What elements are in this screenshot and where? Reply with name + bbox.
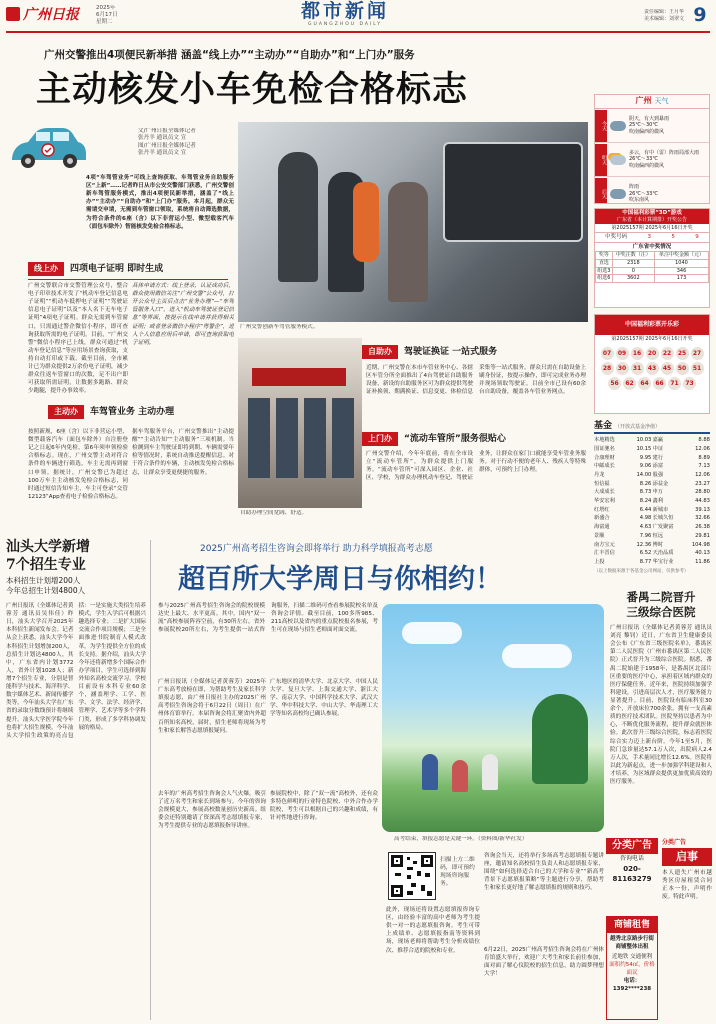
fund-value: 8.24	[639, 498, 652, 505]
lottery-ball: 27	[691, 347, 704, 360]
date-year: 2025年	[96, 5, 116, 11]
fund-name: 丹龙	[594, 471, 605, 478]
fund-name: 长城久恒	[652, 515, 674, 522]
logo-seal-icon	[6, 7, 20, 21]
lottery-ball: 64	[638, 377, 651, 390]
panyu-headline-2: 三级综合医院	[626, 605, 696, 619]
lottery-ball: 71	[668, 377, 681, 390]
weather-day	[595, 177, 709, 204]
lottery-ball: 30	[616, 362, 629, 375]
active-body: 按照新规，6座（含）以下非营运小型、微型载客汽车（面包车除外）自注册登记之日起6年内免检，第6年须申领检验合格标志。现在，广州交警主动对符合条件的车辆进行筛选，车主无需再到窗口申领。据统计，广州交警已为超过100万车主主动核发免检合格标志，同时通过短信告知车主，车主可登录“交管12123”App查看电子检验合格标志。	[28, 429, 128, 500]
table-row	[594, 549, 710, 558]
fund-subtitle: （开放式基金净值）	[615, 424, 661, 430]
rental-phone: 电话：1392****238	[612, 978, 652, 992]
byline-line: 张丹羊 通讯员文 宣	[138, 150, 187, 157]
fund-title: 基金	[594, 421, 613, 431]
fund-name: 合康理财	[594, 454, 615, 461]
table-cell: 组选6	[597, 275, 611, 282]
fund-name: 股强	[652, 471, 664, 478]
lottery-ball: 45	[661, 362, 674, 375]
lottery-ball: 73	[683, 377, 696, 390]
table-row	[594, 445, 710, 454]
active-body-2: 据车驾服务平台，广州交警推出“主动提醒”“主动告知”“主动服务”三项机制。当检测到车主驾驶证即将到期、车辆需要年检等情况时，系统自动推送提醒信息。对于符合条件的车辆，主动核发免检合格标志，让群众享受更便捷的服务。	[132, 429, 234, 476]
weather-desc: 阵雨	[629, 184, 640, 191]
fund-value: 6.52	[639, 550, 652, 557]
rental-title: 商铺租售	[607, 917, 657, 933]
lead-photo-caption: 广州交警创新车驾管服务模式。	[240, 324, 319, 330]
fund-name: 博时	[652, 541, 664, 548]
fund-name: 嘉赢	[652, 437, 664, 444]
fund-name: 红塔红	[594, 506, 610, 513]
fund-value: 8.89	[698, 454, 710, 461]
fund-value: 7.96	[639, 532, 652, 539]
cloud-sun-icon	[610, 155, 626, 165]
qr-code-icon	[389, 853, 435, 899]
fund-value: 40.13	[695, 550, 710, 557]
editor-credits	[614, 9, 684, 27]
table-row	[594, 532, 710, 541]
table-cell: 组选3	[597, 267, 611, 274]
gaokao-body-6: 此外，现场还将设置志愿填报咨询专区，由经验丰富的高中老师为考生提供一对一的志愿填报咨询。考生可带上成绩单、志愿填报指南等资料到场，现场老师将帮助考生分析成绩位次、推荐合适的院校和专业。	[386, 907, 480, 954]
fund-value: 26.38	[695, 524, 710, 531]
fund-value: 29.81	[695, 532, 710, 539]
lead-intro: 4项“车驾管业务”可线上查询获取、车驾管业务自助服务区“上新”……记者昨日从市公安交警部门获悉，广州交警创新车驾管服务模式，推出4项便民新举措，涵盖了“线上办”“主动办”“自助办”和“上门办”服务。本月起，群众无需请交申请，无需到车管窗口领取，系统将自动筛选数据，为符合条件的6座（含）以下非营运小型、微型载客汽车（面包车除外）智能核发免检合格标志。	[86, 175, 234, 230]
table-row	[594, 514, 710, 523]
shantou-headline-2: 7个招生专业	[6, 557, 86, 573]
lottery-ball: 07	[601, 347, 614, 360]
fund-value: 10.03	[636, 437, 652, 444]
table-row	[594, 436, 710, 445]
lottery-ball: 09	[616, 347, 629, 360]
section-pinyin: GUANGZHOU DAILY	[308, 22, 382, 27]
weather-city: 广州	[635, 96, 652, 106]
fund-value: 9.06	[639, 463, 652, 470]
gaokao-body-3: 去年的广州高考招生咨询会人气火爆，吸引了近万名考生和家长到场参与。今年的咨询会规模更大，参展高校数量创历史新高。组委会还特别邀请了资深高考志愿填报专家，为考生提供专业的志愿填报指导讲座。	[158, 791, 266, 830]
fund-name: 国证驰名	[594, 445, 615, 452]
fund-value: 12.06	[695, 445, 710, 452]
table-cell: 2318	[612, 259, 654, 267]
weather-temp: 26℃～33℃	[629, 156, 658, 163]
fund-name: 建行	[652, 454, 664, 461]
fund-name: 海富通	[594, 524, 610, 531]
section-title: 都市新闻	[300, 0, 389, 22]
lottery-kl-issue: 第2025157期 2025年6月16日开奖	[611, 336, 693, 342]
gaokao-illustration-caption: 高考结束，填报志愿是关键一环。（资料图/新华社发）	[394, 836, 528, 842]
weather-temp: 25℃～30℃	[629, 122, 658, 129]
car-illustration	[6, 120, 90, 176]
fund-name: 天治品质	[652, 550, 674, 557]
fund-panel	[594, 420, 710, 580]
lead-byline	[138, 128, 228, 166]
fund-table	[594, 434, 710, 567]
lottery-3d-panel	[594, 208, 710, 308]
lottery-ball: 16	[631, 347, 644, 360]
table-row	[594, 523, 710, 532]
car-icon	[6, 120, 90, 176]
shantou-subhead: 今年总招生计划4800人	[6, 586, 86, 595]
table-row	[594, 471, 710, 480]
fund-name: 中邮成长	[594, 463, 615, 470]
divider	[28, 279, 228, 280]
table-row	[594, 488, 710, 497]
fund-value: 28.80	[695, 489, 710, 496]
date-month-day: 6月17日	[96, 12, 118, 18]
winning-digit: 5	[671, 234, 675, 240]
table-row	[594, 506, 710, 515]
weather-header	[595, 95, 709, 109]
section-tag: 线上办	[28, 262, 64, 276]
lottery-ball: 66	[653, 377, 666, 390]
header-rule	[6, 31, 710, 33]
byline-line: 张丹羊 通讯员文 宣	[138, 135, 187, 142]
winning-digit: 3	[647, 234, 652, 240]
weather-desc: 阴天，有大到暴雨	[629, 115, 670, 122]
online-body-2: 具体申请方式：线上登录，认证成功后，群众使用微信关注“广州交警”公众号，打开公众号主页后点击“业务办理”—“车驾管服务入口”，进入“机动车驾驶证登记信息”等界面，按提示在线申请并获得相关证明；或者登录微信小程序“粤警企”，进入个人信息应用后申请，即可查询获取电子证明。	[132, 283, 234, 346]
table-header: 单注中奖金额（元）	[654, 252, 708, 260]
fund-value: 11.86	[695, 558, 710, 565]
qr-caption: 扫描上方二维码，即可预约现场咨询服务。	[440, 857, 475, 887]
gaokao-body-1: 参与2025广州高考招生咨询会的院校规模达史上最大、水平更高。其中，国内“双一流”高校参展阵容空前，有30所左右，省外参展院校20所左右，为考生提供一站式咨询服务，扫描二维码可查看参展院校名单及咨询会详情。截至目前，100多所985、211高校以及省内的重点院校报名参展，考生可在现场与招生老师面对面交流。	[158, 603, 378, 634]
section-title: 驾驶证换证 一站式服务	[404, 346, 498, 357]
fund-value: 4.63	[639, 524, 652, 531]
weather-panel	[594, 94, 710, 204]
fund-name: 恒信福	[594, 480, 610, 487]
section-banner	[270, 0, 420, 30]
rain-icon	[610, 189, 626, 199]
section-tag: 自助办	[362, 345, 398, 359]
classified-phone: 020-81163279	[612, 865, 652, 883]
classified-subtitle: 咨询电话	[619, 855, 644, 862]
editor-line: 责任编辑：王月华	[643, 9, 684, 15]
fund-value: 104.98	[691, 541, 710, 548]
lottery-3d-issue: 第2025157期 2025年6月16日开奖	[611, 225, 693, 231]
lottery-kl-panel	[594, 314, 710, 414]
fund-value: 8.88	[698, 437, 710, 444]
table-row	[594, 558, 710, 567]
table-cell: 173	[654, 275, 708, 283]
table-row	[594, 497, 710, 506]
winning-digit: 9	[695, 234, 699, 240]
gaokao-body-2: 广州日报讯（全媒体记者黄蓉芳）2025年广东高考放榜在即，为帮助考生及家长科学填报志愿，由广州日报社主办的2025广州高考招生咨询会将于6月22日（周日）在广州体育馆举行。本届咨询会将汇聚省内外超百所知名高校，届时，招生老师将现场为考生和家长解答志愿填报疑问。	[158, 679, 266, 734]
fund-name: 新城市	[652, 506, 669, 513]
notice-body: 本人遗失广州市越秀区房屋租赁合同正本一份，声明作废。特此声明。	[662, 870, 712, 901]
fund-name: 广发聚富	[652, 524, 674, 531]
section-tag: 主动办	[48, 405, 84, 419]
fund-name: 恒远	[652, 532, 664, 539]
door-body: 广州交警介绍，今年年底前，将在全市设立“流动车管所”，为群众提供上门服务。“流动车管所”可深入园区、企业、社区、学校，为群众办理机动车登记、驾驶证业务，让群众在家门口就能享受车管业务服务。对于行动不便的老年人、残疾人等特殊群体，可预约上门办理。	[366, 451, 586, 482]
lottery-ball: 31	[631, 362, 644, 375]
panyu-body: 广州日报讯（全媒体记者黄蓉芳 通讯员刘亮 黎钊）近日，广东省卫生健康委员会公布《广东省三级医院名单》，番禺区第二人民医院（广州市番禺区第二人民医院）正式晋升为三级综合医院。据悉，番禺二院始建于1958年，是番禺区北部片区重要的医疗中心，承担着区域内群众的医疗保健任务。近年来，医院持续加强学科建设，引进高层次人才，医疗服务能力显著提升。目前，医院设有临床科室30余个，开放床位700余张，拥有一支高素质的医疗技术团队。医院坚持以患者为中心，不断优化服务流程，提升群众就医体验。此次晋升三级综合医院，标志着医院综合实力迈上新台阶。今年1至5月，医院门急诊量达57.1万人次，出院病人2.4万人次，手术量同比增长12.6%。医院将以此为新起点，进一步加强学科建设和人才培养，为区域群众提供更加优质高效的医疗服务。	[610, 625, 712, 786]
weather-wind: 吹东南风	[629, 197, 650, 204]
section-title: 车驾管业务 主动办理	[90, 406, 175, 417]
fund-name: 汇丰晋信	[594, 550, 615, 557]
fund-note: （以上数据来源于各基金公司网站，仅供参考）	[594, 568, 689, 574]
fund-value: 8.26	[639, 480, 652, 487]
byline-line: 文/广州日报全媒体记者	[138, 128, 196, 134]
page-header	[0, 0, 716, 30]
table-row	[594, 462, 710, 471]
fund-value: 44.83	[695, 498, 710, 505]
fund-name: 中证	[652, 445, 664, 452]
gaokao-body-8: 6月22日，2025广州高考招生咨询会将在广州体育馆盛大举行，欢迎广大考生和家长前往参加，面对面了解心仪院校的招生信息，助力圆梦理想大学！	[484, 947, 604, 978]
classified-ad	[606, 838, 658, 914]
issue-date	[96, 5, 136, 27]
panyu-headline-1: 番禺二院晋升	[626, 590, 696, 604]
fund-value: 4.98	[639, 515, 652, 522]
self-body: 近期，广州交警在本市车管业务中心、各辖区车管分所全面推出了4台驾驶证自助服务设备，新设的自助服务区可为群众提供驾驶证补换领、期满换证、信息变更、体检信息采集等一站式服务。群众只需在自助设备上刷身份证，按提示操作，即可完成业务办理并现场领取驾驶证。目前全市已设有60余台自助设备，覆盖各车管业务网点。	[366, 365, 586, 396]
fund-value: 8.73	[639, 489, 652, 496]
table-cell: 3602	[612, 275, 654, 283]
masthead-logo	[6, 4, 88, 26]
byline-line: 图/广州日报全媒体记者	[138, 142, 196, 149]
lottery-ball: 43	[646, 362, 659, 375]
table-row	[596, 275, 709, 283]
page-number: 9	[693, 4, 707, 26]
self-service-photo	[238, 338, 362, 508]
lottery-ball: 25	[676, 347, 689, 360]
fund-value: 39.13	[695, 506, 710, 513]
rental-body: 越秀北京路步行街商铺整体出租	[609, 936, 654, 950]
section-active	[48, 405, 174, 419]
weather-temp: 26℃～33℃	[629, 190, 658, 197]
fund-name: 本地精选	[594, 437, 615, 444]
designer-line: 美术编辑：刘翠文	[643, 16, 684, 22]
fund-name: 添益金	[652, 480, 669, 487]
lottery-3d-numbers	[595, 232, 709, 243]
fund-value: 12.06	[695, 471, 710, 478]
shantou-subhead: 本科招生计划增200人	[6, 576, 81, 585]
lottery-ball: 22	[661, 347, 674, 360]
table-row	[594, 454, 710, 463]
weather-day	[595, 109, 709, 143]
fund-value: 32.66	[695, 515, 710, 522]
gaokao-body-7: 咨询会当天，还将举行多场高考志愿填报专题讲座，邀请知名高校招生负责人和志愿填报专家，围绕“如何选择适合自己的大学和专业”“新高考背景下志愿填报策略”等主题进行分享，帮助考生和家长更好地了解志愿填报的规则和技巧。	[484, 853, 604, 892]
weekday: 星期二	[96, 19, 113, 25]
gaokao-headline: 超百所大学周日与你相约！	[178, 564, 502, 595]
table-cell: 直选	[596, 259, 613, 267]
fund-name: 华宝行业	[652, 558, 674, 565]
table-cell: 1040	[654, 259, 708, 267]
lottery-3d-table-title: 广东省中奖情况	[632, 244, 672, 250]
fund-value: 10.15	[636, 445, 652, 452]
lottery-kl-numbers	[595, 344, 709, 393]
lottery-3d-title: 中国福利彩票“3D”游戏	[595, 209, 709, 217]
lottery-3d-subtitle: 广东省（本计算期排）开奖公告	[595, 217, 709, 224]
fund-name: 申万	[652, 489, 664, 496]
classified-title: 分类广告	[606, 838, 658, 854]
notice-ad	[662, 838, 712, 1020]
shantou-body: 广州日报讯（全媒体记者黄蓉芳 通讯员吴伟佳）昨日，汕头大学召开2025年本科招生新闻发布会。记者从会上获悉，汕头大学今年本科招生计划增加200人，总招生计划达4800人，其中，广东省内计划3772人，省外计划1028人；新增7个招生专业，分别是智能科学与技术、海洋科学、数字媒体艺术、新闻传播学类等。今年汕头大学在广东省的录取分数线预计将继续提升。汕头大学医学院今年也将扩大招生规模。今年汕头大学招生政策的亮点包括：一是实施大类招生培养模式，学生入学后可根据兴趣选择专业；二是扩大国际交流合作项目规模；三是全面推进书院制育人模式改革，为学生提供全方位的成长支持。据介绍，汕头大学今年还将新增多个国际合作办学项目，学生可选择到海外知名高校交流学习。学校目前设有本科专业60余个，涵盖理学、工学、医学、文学、法学、经济学、管理学、艺术学等多个学科门类，形成了多学科协调发展的格局。	[6, 603, 146, 739]
lead-headline: 主动核发小车免检合格标志	[36, 69, 469, 110]
weather-wind: 吹南偏西的微风	[629, 128, 665, 135]
gaokao-illustration	[382, 604, 604, 832]
fund-header	[594, 420, 710, 434]
shantou-article	[6, 538, 146, 1024]
fund-name: 上投	[594, 558, 605, 565]
gaokao-body-4: 广东地区的清华大学、北京大学、中国人民大学、复旦大学、上海交通大学、浙江大学、南京大学、中国科学技术大学、武汉大学、华中科技大学、中山大学、华南理工大学等知名高校均已确认参展。	[270, 679, 378, 718]
rental-body-2: 近地铁 交通便利	[611, 954, 653, 960]
table-cell: 346	[654, 267, 708, 275]
fund-name: 新盛合	[594, 515, 610, 522]
weather-day-label: 明天	[595, 144, 607, 176]
cloud-rain-icon	[610, 121, 626, 131]
lottery-kl-title: 中国福利彩票开乐彩	[595, 315, 709, 335]
notice-title: 启事	[662, 848, 712, 866]
table-cell: 0	[612, 267, 654, 275]
fund-name: 景顺	[594, 532, 605, 539]
fund-name: 华安宏利	[594, 498, 615, 505]
fund-value: 23.27	[695, 480, 710, 487]
fund-name: 鑫利	[652, 498, 664, 505]
shantou-headline-1: 汕头大学新增	[6, 539, 90, 555]
fund-value: 14.00	[636, 471, 652, 478]
winning-number-label: 中奖号码	[605, 234, 628, 240]
online-body: 广州交警联合市交警管理公众号，整合电子印章技术开发了“机动车登记信息电子证明”“机动车抵押电子证明”“驾驶证信息电子证明”以及“本人名下无车电子证明”4项电子证明。群众无需到车管窗口，只需通过警企微信小程序，即可查询获取所需的电子证明。目前，“广州交警”微信小程序已上线，群众可通过“机动车登记信息”等应用场景查询获取，支持自动打印或下载。截至目前，全市累计已为群众提供2万余份电子证明，减少群众往返车管窗口的次数，足不出户即可获取所需证明，让数据多跑路、群众少跑腿，提升办事效率。	[28, 283, 128, 395]
fund-value: 9.95	[639, 454, 652, 461]
lead-photo	[238, 122, 588, 322]
fund-name: 大成成长	[594, 489, 615, 496]
weather-day	[595, 143, 709, 177]
column-divider	[150, 540, 151, 1020]
weather-day-label: 今天	[595, 110, 607, 142]
self-service-caption: 自助办理空间宽阔、舒适。	[240, 510, 308, 516]
notice-head: 分类广告	[662, 839, 687, 846]
table-row	[596, 267, 709, 275]
table-row	[594, 541, 710, 550]
rental-ad	[606, 916, 658, 1020]
lottery-ball: 62	[623, 377, 636, 390]
lead-kicker: 广州交警推出4项便民新举措 涵盖“线上办”“主动办”“自助办”和“上门办”服务	[44, 49, 415, 61]
lottery-ball: 20	[646, 347, 659, 360]
logo-text: 广州日报	[23, 7, 79, 23]
rental-body-3: 面积约54㎡，价格面议	[609, 962, 655, 976]
fund-value: 7.13	[698, 463, 710, 470]
gaokao-body-5: 参展院校中，除了“双一流”高校外，还有众多特色鲜明的行业特色院校、中外合作办学院校，考生可以根据自己的兴趣和成绩，有针对性地进行咨询。	[270, 791, 378, 822]
section-door	[362, 432, 506, 446]
section-self	[362, 345, 497, 359]
fund-name: 南方宝元	[594, 541, 615, 548]
table-header: 中奖注数（注）	[612, 252, 654, 260]
lottery-ball: 50	[676, 362, 689, 375]
weather-wind: 吹南偏西的微风	[629, 162, 665, 169]
fund-value: 12.36	[636, 541, 652, 548]
table-header: 奖等	[596, 252, 613, 260]
lottery-ball: 28	[601, 362, 614, 375]
gaokao-kicker: 2025广州高考招生咨询会即将举行 助力科学填报高考志愿	[200, 544, 433, 554]
weather-day-label: 后天	[595, 178, 607, 204]
fund-value: 6.44	[639, 506, 652, 513]
panyu-article	[610, 590, 712, 836]
table-row	[596, 252, 709, 260]
section-title: “流动车管所”服务很贴心	[404, 433, 506, 444]
weather-label: 天气	[654, 96, 669, 105]
lottery-3d-table	[595, 251, 709, 283]
table-row	[594, 480, 710, 489]
lottery-ball: 56	[608, 377, 621, 390]
lottery-ball: 51	[691, 362, 704, 375]
fund-value: 8.77	[639, 558, 652, 565]
section-online	[28, 262, 163, 276]
table-row	[596, 259, 709, 267]
section-tag: 上门办	[362, 432, 398, 446]
section-title: 四项电子证明 即时生成	[70, 263, 164, 274]
qr-code[interactable]	[388, 852, 436, 900]
fund-name: 添富	[652, 463, 664, 470]
weather-desc: 多云，有中（雷）阵雨局部大雨	[629, 149, 700, 156]
